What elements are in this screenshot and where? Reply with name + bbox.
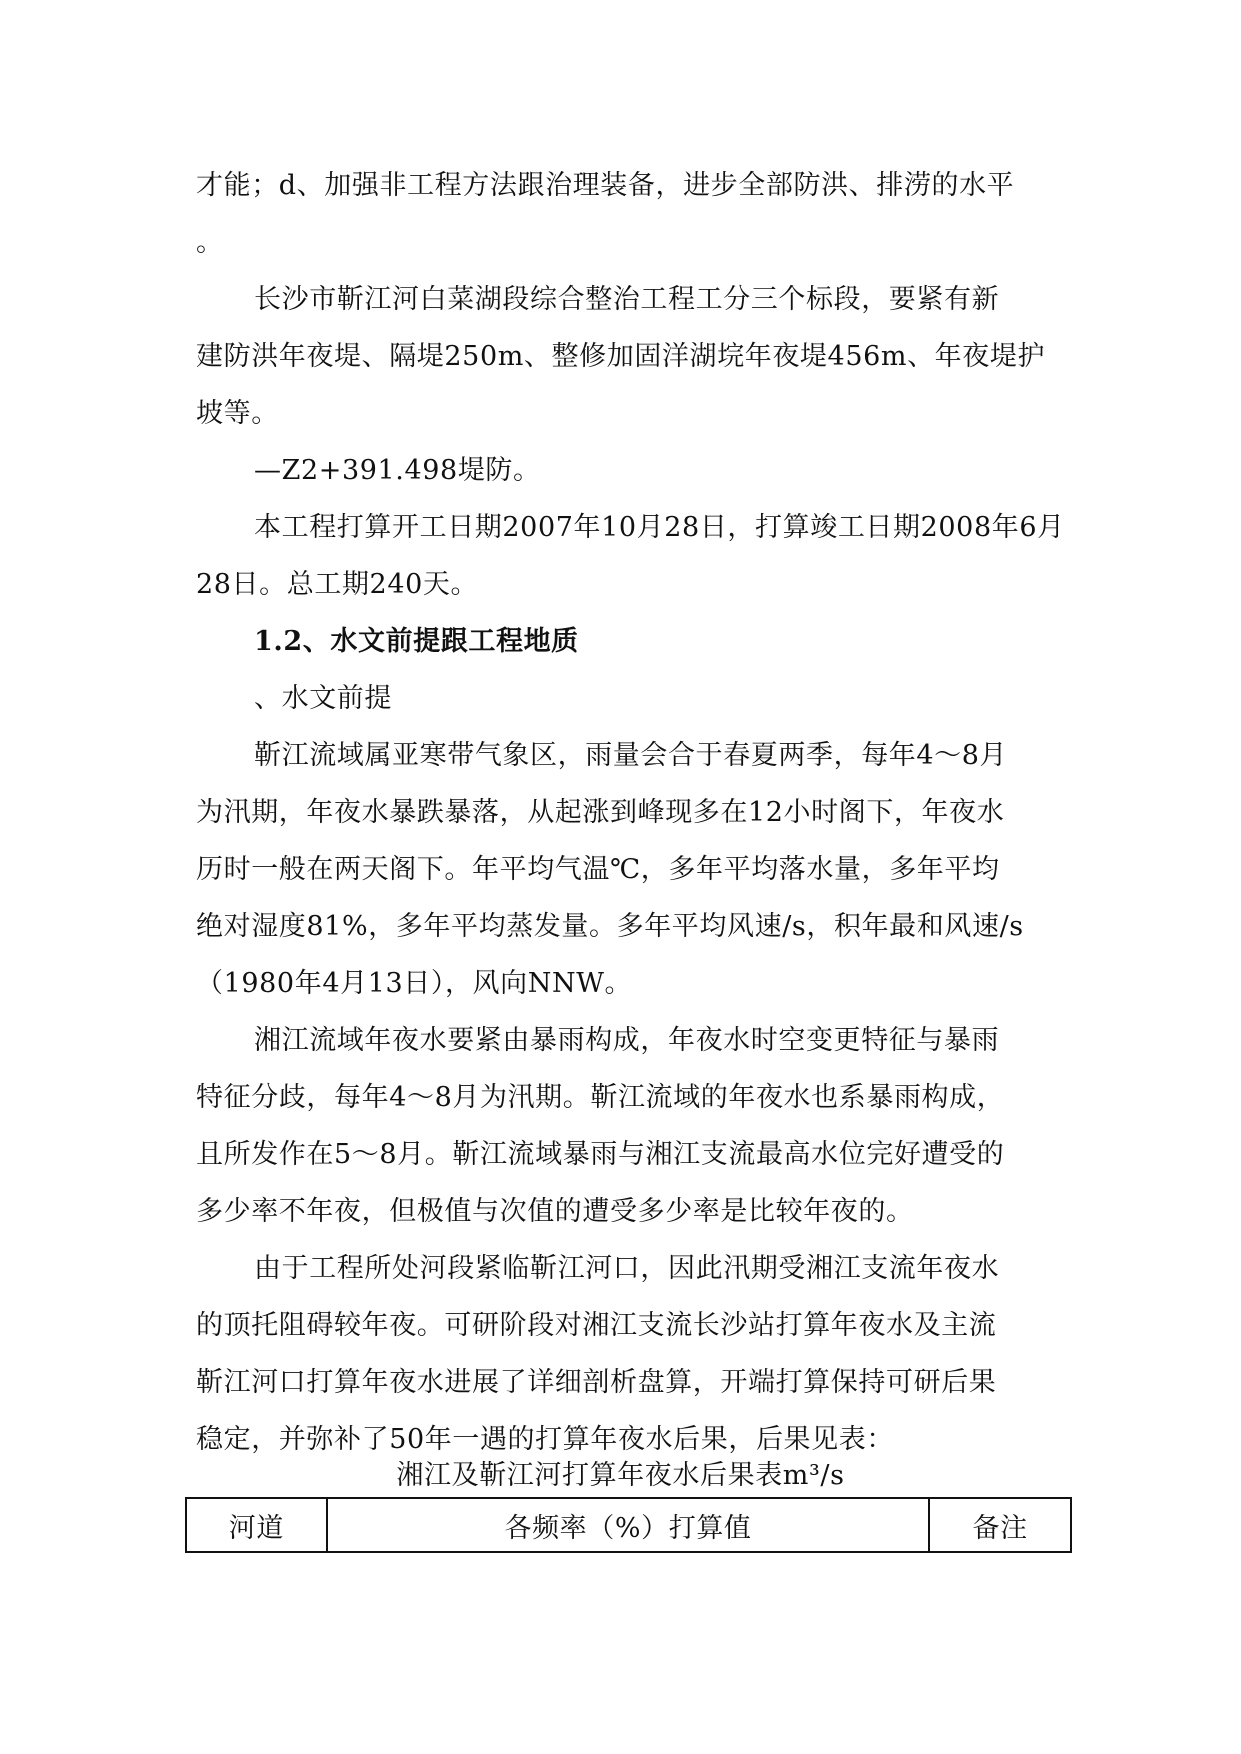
paragraph-line: 由于工程所处河段紧临靳江河口，因此汛期受湘江支流年夜水 [254,1253,1000,1284]
paragraph-line: 才能；d、加强非工程方法跟治理装备，进步全部防洪、排涝的水平 [196,170,1015,201]
paragraph-line: 且所发作在5～8月。靳江流域暴雨与湘江支流最高水位完好遭受的 [196,1139,1005,1170]
paragraph-line: 本工程打算开工日期2007年10月28日，打算竣工日期2008年6月 [254,512,1065,543]
paragraph-line: 历时一般在两天阁下。年平均气温℃，多年平均落水量，多年平均 [196,854,1000,885]
section-heading: 1.2、水文前提跟工程地质 [254,626,579,657]
paragraph-line: 绝对湿度81%，多年平均蒸发量。多年平均风速/s，积年最和风速/s [196,911,1024,942]
table-caption: 湘江及靳江河打算年夜水后果表m³/s [396,1460,845,1491]
paragraph-line: 为汛期，年夜水暴跌暴落，从起涨到峰现多在12小时阁下，年夜水 [196,797,1005,828]
paragraph-line: —Z2+391.498堤防。 [254,455,541,486]
paragraph-line: 湘江流域年夜水要紧由暴雨构成，年夜水时空变更特征与暴雨 [254,1025,1000,1056]
paragraph-line: 的顶托阻碍较年夜。可研阶段对湘江支流长沙站打算年夜水及主流 [196,1310,997,1341]
header-cell-remarks: 备注 [929,1498,1071,1552]
paragraph-line: 。 [196,227,224,258]
paragraph-line: 多少率不年夜，但极值与次值的遭受多少率是比较年夜的。 [196,1196,914,1227]
paragraph-line: 靳江河口打算年夜水进展了详细剖析盘算，开端打算保持可研后果 [196,1367,997,1398]
paragraph-line: 稳定，并弥补了50年一遇的打算年夜水后果，后果见表： [196,1424,894,1455]
subsection-heading: 、水文前提 [254,683,392,714]
header-cell-frequency: 各频率（%）打算值 [327,1498,929,1552]
flood-table [185,1497,1072,1553]
paragraph-line: 特征分歧，每年4～8月为汛期。靳江流域的年夜水也系暴雨构成， [196,1082,1005,1113]
table-header-row [186,1498,1071,1552]
paragraph-line: 建防洪年夜堤、隔堤250m、整修加固洋湖垸年夜堤456m、年夜堤护 [196,341,1046,372]
paragraph-line: 坡等。 [196,398,279,429]
header-cell-river: 河道 [186,1498,327,1552]
paragraph-line: （1980年4月13日），风向NNW。 [196,968,633,999]
paragraph-line: 28日。总工期240天。 [196,569,479,600]
paragraph-line: 靳江流域属亚寒带气象区，雨量会合于春夏两季，每年4～8月 [254,740,1008,771]
paragraph-line: 长沙市靳江河白菜湖段综合整治工程工分三个标段，要紧有新 [254,284,1000,315]
